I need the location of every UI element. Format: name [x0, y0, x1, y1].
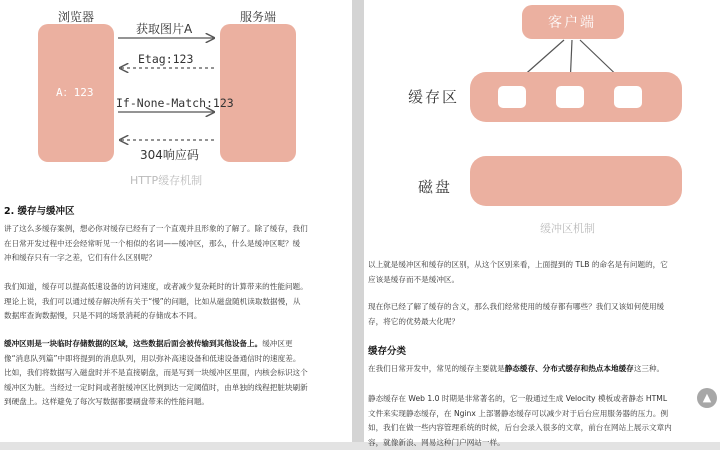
text-line: 比如，我们将数据写入磁盘时并不是直接刷盘，而是写到一块缓冲区里面，内核会标识这个 [4, 368, 308, 378]
emphasis-text: 静态缓存、分布式缓存和热点本地缓存 [504, 364, 634, 373]
page-gutter [352, 0, 364, 442]
left-page [0, 0, 352, 442]
paragraph-3 [4, 337, 308, 410]
buffer-caption: 缓冲区机制 [540, 222, 595, 235]
paragraph-1 [4, 222, 308, 266]
text-line: 到硬盘上。这样避免了每次写数据都要刷盘带来的性能问题。 [4, 397, 210, 407]
browser-label: 浏览器 [58, 10, 95, 24]
text-line: 冲和缓存只有一字之差，它们有什么区别呢？ [4, 253, 156, 263]
text-span: 在我们日常开发中，常见的缓存主要就是 [368, 364, 505, 373]
http-cache-diagram [0, 0, 352, 192]
text-line: 如，我们在做一些内容管理系统的时候，后台会录入很多的文章，前台在网站上展示文章内 [368, 423, 672, 433]
client-label: 客户端 [548, 15, 596, 31]
scroll-to-top-button[interactable] [697, 388, 717, 408]
cache-slot [556, 86, 584, 108]
section-heading: 2. 缓存与缓冲区 [4, 206, 75, 217]
arrow-label-etag: Etag:123 [138, 52, 194, 66]
text-line: 存，将它的优势最大化呢？ [368, 316, 460, 326]
disk-label: 磁盘 [418, 178, 453, 196]
text-line: 静态缓存在 Web 1.0 时期是非常著名的，它一般通过生成 Velocity 模板或者静态 HTML [368, 394, 668, 403]
arrow-label-get-image: 获取图片A [136, 22, 193, 36]
text-span: 这三种。 [633, 364, 665, 373]
disk-box [470, 156, 682, 206]
cache-zone-label: 缓存区 [408, 88, 460, 106]
text-line: 数据库查询数据慢，只是不同的场景消耗的存储成本不同。 [4, 311, 202, 321]
paragraph-r3 [368, 362, 664, 377]
http-cache-caption: HTTP缓存机制 [130, 174, 203, 187]
text-line: 理论上说，我们可以通过缓存解决所有关于“慢”的问题，比如从磁盘随机读取数据慢，从 [4, 296, 301, 306]
emphasis-text: 缓冲区则是一块临时存储数据的区域，这些数据后面会被传输到其他设备上。 [4, 339, 263, 348]
text-line: 现在你已经了解了缓存的含义，那么我们经常使用的缓存都有哪些？我们又该如何使用缓 [368, 302, 665, 311]
arrow-label-if-none-match: If-None-Match:123 [116, 96, 234, 110]
right-page [364, 0, 720, 447]
text-line: 应该是缓存而不是缓冲区。 [368, 274, 460, 284]
text-span: 缓冲区更 [262, 339, 293, 348]
paragraph-r2 [368, 300, 664, 329]
text-line [368, 362, 664, 377]
paragraph-r4 [368, 392, 672, 450]
arrow-up-icon: ▲ [702, 391, 712, 404]
text-line: 像“消息队列篇”中即将提到的消息队列，用以弥补高速设备和低速设备通信时的速度差。 [4, 353, 301, 363]
paragraph-2 [4, 280, 308, 324]
server-label: 服务端 [240, 10, 277, 24]
text-line: 讲了这么多缓存案例，想必你对缓存已经有了一个直观并且形象的了解了。除了缓存，我们 [4, 224, 308, 233]
text-line [4, 337, 308, 352]
cache-category-heading: 缓存分类 [368, 346, 407, 357]
text-line: 以上就是缓冲区和缓存的区别，从这个区别来看，上面提到的 TLB 的命名是有问题的，它 [368, 260, 668, 269]
text-line: 我们知道，缓存可以提高低速设备的访问速度，或者减少复杂耗时的计算带来的性能问题。 [4, 282, 308, 291]
text-line: 容，就像新浪、网易这种门户网站一样。 [368, 437, 505, 447]
text-line: 文件来实现静态缓存，在 Nginx 上部署静态缓存可以减少对于后台应用服务器的压力。例 [368, 408, 669, 418]
text-line: 在日常开发过程中还会经常听见一个相似的名词——缓冲区，那么，什么是缓冲区呢？缓 [4, 238, 301, 248]
text-line: 缓冲区为脏。当经过一定时间或者脏缓冲区比例到达一定阈值时，由单独的线程把脏块刷新 [4, 382, 308, 392]
cache-slot [614, 86, 642, 108]
paragraph-r1 [368, 258, 668, 287]
arrow-label-304: 304响应码 [140, 148, 199, 162]
cache-slot [498, 86, 526, 108]
browser-value: A：123 [56, 86, 94, 99]
